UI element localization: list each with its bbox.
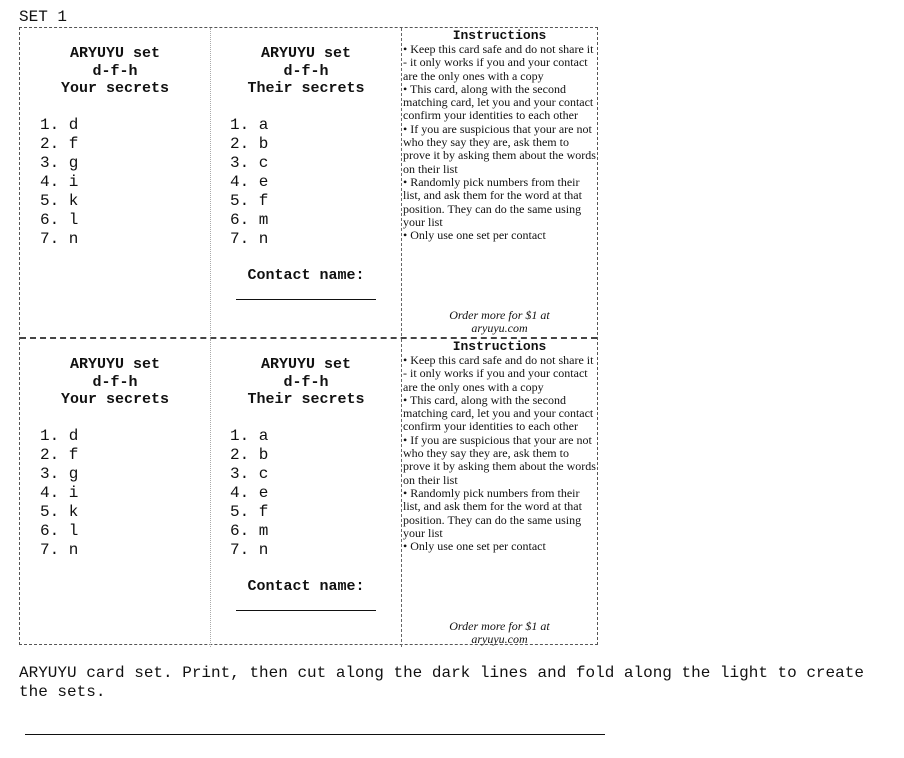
secret-list — [40, 116, 78, 249]
order-text: Order more for $1 at — [449, 308, 550, 322]
instruction-bullet: • Randomly pick numbers from their list, and ask them for the word at that position. They can do the same using your list — [403, 174, 582, 229]
card — [20, 28, 597, 336]
secret-list — [40, 427, 78, 560]
list-item: 7. n — [40, 230, 79, 248]
list-item: 3. c — [230, 465, 269, 483]
secret-list — [230, 427, 268, 560]
order-text: Order more for $1 at — [449, 619, 550, 633]
set-code: d-f-h — [92, 62, 138, 80]
list-item: 3. c — [230, 154, 269, 172]
list-item: 6. m — [230, 522, 269, 540]
your-secrets-panel — [20, 339, 211, 647]
instructions-title: Instructions — [452, 339, 547, 354]
set-title: ARYUYU set — [69, 45, 160, 62]
list-item: 5. k — [40, 503, 79, 521]
set-title: ARYUYU set — [260, 45, 351, 62]
list-item: 1. d — [40, 116, 79, 134]
order-more-note — [402, 620, 597, 647]
secret-list — [230, 116, 268, 249]
print-instructions: ARYUYU card set. Print, then cut along the dark lines and fold along the light to create the sets. — [19, 664, 864, 701]
list-item: 5. k — [40, 192, 79, 210]
list-item: 1. a — [230, 116, 269, 134]
instruction-bullet: • Only use one set per contact — [403, 228, 546, 243]
instruction-bullet: • This card, along with the second matching card, let you and your contact confirm your identities to each other — [403, 392, 594, 434]
list-item: 6. l — [40, 211, 79, 229]
order-url: aryuyu.com — [471, 321, 528, 336]
list-item: 1. d — [40, 427, 79, 445]
list-item: 4. e — [230, 484, 269, 502]
contact-name-line — [236, 610, 376, 611]
list-item: 6. m — [230, 211, 269, 229]
instructions-panel — [402, 339, 597, 647]
instructions-body — [403, 43, 596, 242]
your-secrets-panel — [20, 28, 211, 336]
list-item: 3. g — [40, 465, 79, 483]
panel-header — [211, 45, 401, 98]
list-item: 4. i — [40, 173, 79, 191]
list-item: 7. n — [230, 230, 269, 248]
instruction-bullet: • Only use one set per contact — [403, 539, 546, 554]
card-sheet — [19, 27, 598, 645]
set-code: d-f-h — [92, 373, 138, 391]
instruction-bullet: • This card, along with the second matching card, let you and your contact confirm your identities to each other — [403, 81, 594, 123]
set-code: d-f-h — [283, 62, 329, 80]
list-item: 2. f — [40, 135, 79, 153]
list-item: 2. f — [40, 446, 79, 464]
instruction-bullet: • Keep this card safe and do not share it - it only works if you and your contact are the only ones with a copy — [403, 353, 594, 394]
contact-name-label: Contact name: — [247, 267, 365, 284]
panel-header — [211, 356, 401, 409]
list-item: 3. g — [40, 154, 79, 172]
set-code: d-f-h — [283, 373, 329, 391]
instruction-bullet: • Keep this card safe and do not share it - it only works if you and your contact are the only ones with a copy — [403, 42, 594, 83]
list-item: 4. i — [40, 484, 79, 502]
list-item: 5. f — [230, 503, 269, 521]
contact-name-line — [236, 299, 376, 300]
their-secrets-panel — [211, 339, 402, 647]
their-secrets-panel — [211, 28, 402, 336]
panel-header — [20, 45, 210, 98]
instruction-bullet: • If you are suspicious that your are not who they say they are, ask them to prove it by asking them about the words on their list — [403, 121, 596, 176]
panel-subtitle: Your secrets — [60, 391, 170, 408]
list-item: 7. n — [230, 541, 269, 559]
list-item: 5. f — [230, 192, 269, 210]
list-item: 7. n — [40, 541, 79, 559]
instruction-bullet: • Randomly pick numbers from their list, and ask them for the word at that position. They can do the same using your list — [403, 485, 582, 540]
list-item: 2. b — [230, 446, 269, 464]
list-item: 6. l — [40, 522, 79, 540]
set-title: ARYUYU set — [69, 356, 160, 373]
panel-header — [20, 356, 210, 409]
card — [20, 337, 597, 647]
instructions-body — [403, 354, 596, 553]
order-url: aryuyu.com — [471, 632, 528, 647]
instruction-bullet: • If you are suspicious that your are not who they say they are, ask them to prove it by asking them about the words on their list — [403, 432, 596, 487]
set-title: ARYUYU set — [260, 356, 351, 373]
list-item: 4. e — [230, 173, 269, 191]
contact-name-label: Contact name: — [247, 578, 365, 595]
instructions-panel — [402, 28, 597, 336]
footer-rule — [25, 734, 605, 735]
panel-subtitle: Your secrets — [60, 80, 170, 97]
panel-subtitle: Their secrets — [247, 80, 365, 97]
set-label: SET 1 — [19, 8, 68, 26]
list-item: 1. a — [230, 427, 269, 445]
panel-subtitle: Their secrets — [247, 391, 365, 408]
list-item: 2. b — [230, 135, 269, 153]
instructions-title: Instructions — [452, 28, 547, 43]
order-more-note — [402, 309, 597, 336]
